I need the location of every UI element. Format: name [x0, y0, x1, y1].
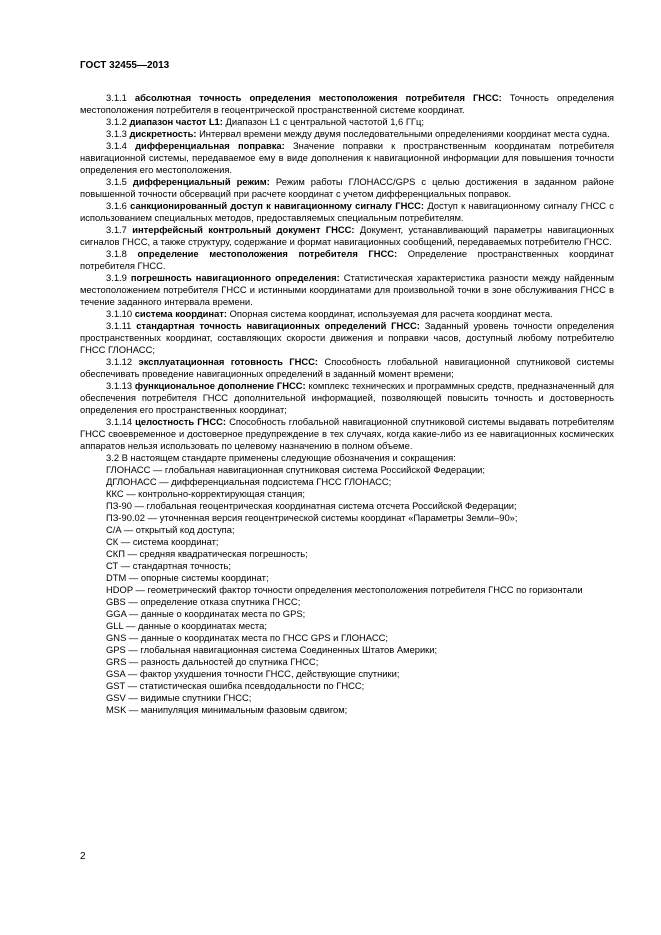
definition-number: 3.1.9 [106, 272, 127, 283]
definition-number: 3.1.11 [106, 320, 132, 331]
definition-number: 3.1.13 [106, 380, 133, 391]
abbreviation-item: ПЗ-90 — глобальная геоцентрическая координатная система отсчета Российской Федерации; [106, 500, 517, 511]
abbreviation-item: HDOP — геометрический фактор точности определения местоположения потребителя ГНСС по горизонтали [106, 584, 583, 595]
definition-text: Доступ к навигационному сигналу ГНСС с использованием специальных методов, предоставляемых специальным потребителям. [80, 200, 614, 223]
definition-number: 3.1.7 [106, 224, 127, 235]
definition-paragraph [80, 248, 614, 272]
abbreviation-item: GPS — глобальная навигационная система Соединенных Штатов Америки; [106, 644, 438, 655]
abbreviation-item: ККС — контрольно-корректирующая станция; [106, 488, 305, 499]
abbreviations-list [80, 464, 614, 716]
definition-number: 3.1.12 [106, 356, 133, 367]
definition-term: целостность ГНСС: [135, 416, 226, 427]
definition-text: Режим работы ГЛОНАСС/GPS с целью достижения в заданном районе повышенной точности обсерваций при расчете координат с учетом дифференциальных поправок. [80, 176, 615, 199]
definition-paragraph [80, 92, 614, 116]
abbreviation-item: GRS — разность дальностей до спутника ГНСС; [106, 656, 319, 667]
definition-paragraph [80, 380, 614, 416]
definition-text: Статистическая характеристика разности между найденным местоположением потребителя ГНСС и истинными координатами для произвольной точки в зоне обслуживания ГНСС в течение заданного интервала времени. [80, 272, 615, 307]
page-number: 2 [80, 851, 86, 862]
definition-paragraph [80, 176, 614, 200]
definition-text: Опорная система координат, используемая для расчета координат места. [229, 308, 553, 319]
definition-text: Документ, устанавливающий параметры навигационных сигналов ГНСС, а также структуру, содержание и формат навигационных сообщений, передаваемых потребителю ГНСС. [80, 224, 614, 247]
abbreviations-intro: 3.2 В настоящем стандарте применены следующие обозначения и сокращения: [106, 452, 456, 463]
abbreviation-item: СК — система координат; [106, 536, 219, 547]
definition-term: определение местоположения потребителя ГНСС: [137, 248, 398, 259]
definition-term: система координат: [134, 308, 228, 319]
abbreviation-item: ПЗ-90.02 — уточненная версия геоцентрической системы координат «Параметры Земли–90»; [106, 512, 518, 523]
abbreviation-item: GLL — данные о координатах места; [106, 620, 267, 631]
definition-term: дифференциальная поправка: [135, 140, 285, 151]
abbreviation-item: GSA — фактор ухудшения точности ГНСС, действующие спутники; [106, 668, 400, 679]
document-body [80, 92, 614, 716]
definition-paragraph [80, 356, 614, 380]
definition-paragraph [80, 224, 614, 248]
definition-term: абсолютная точность определения местоположения потребителя ГНСС: [134, 92, 502, 103]
definition-term: функциональное дополнение ГНСС: [134, 380, 306, 391]
definition-number: 3.1.1 [106, 92, 127, 103]
definition-number: 3.1.5 [106, 176, 127, 187]
abbreviation-item: GST — статистическая ошибка псевдодальности по ГНСС; [106, 680, 365, 691]
definition-term: санкционированный доступ к навигационному сигналу ГНСС: [130, 200, 425, 211]
definition-term: стандартная точность навигационных определений ГНСС: [136, 320, 420, 331]
definition-text: Значение поправки к пространственным координатам потребителя навигационной системы, передаваемое ему в виде дополнения к навигационной информации для повышения точности определения его местоположения. [80, 140, 614, 175]
abbreviation-item: GSV — видимые спутники ГНСС; [106, 692, 252, 703]
abbreviation-item: ГЛОНАСС — глобальная навигационная спутниковая система Российской Федерации; [106, 464, 486, 475]
definition-text: Точность определения местоположения потребителя в геоцентрической пространственной системе координат. [80, 92, 614, 115]
definition-term: эксплуатационная готовность ГНСС: [138, 356, 319, 367]
definition-text: Определение пространственных координат потребителя ГНСС. [80, 248, 614, 271]
definition-paragraph [80, 140, 614, 176]
abbreviation-item: GBS — определение отказа спутника ГНСС; [106, 596, 301, 607]
definition-number: 3.1.10 [106, 308, 133, 319]
definition-text: Заданный уровень точности определения пространственных координат, составляющих скорости движения и поправки часов, доступный любому потребителю ГНСС ГЛОНАСС; [80, 320, 614, 355]
definition-paragraph [80, 416, 614, 452]
definition-paragraph [80, 308, 614, 320]
definition-number: 3.1.4 [106, 140, 127, 151]
definition-term: интерфейсный контрольный документ ГНСС: [132, 224, 355, 235]
definition-text: Способность глобальной навигационной спутниковой системы обеспечивать проведение навигационных определений в заданный момент времени; [80, 356, 614, 379]
definition-paragraph [80, 116, 614, 128]
definition-text: Способность глобальной навигационной спутниковой системы выдавать потребителям ГНСС своевременное и достоверное предупреждение в тех случаях, когда какие-либо из ее навигационных космических аппаратов нельзя использовать по целевому назначению в полном объеме. [80, 416, 615, 451]
definition-text: Диапазон L1 с центральной частотой 1,6 ГГц; [225, 116, 424, 127]
definition-term: дифференциальный режим: [132, 176, 270, 187]
abbreviation-item: MSK — манипуляция минимальным фазовым сдвигом; [106, 704, 348, 715]
abbreviation-item: СКП — средняя квадратическая погрешность; [106, 548, 308, 559]
abbreviation-item: C/A — открытый код доступа; [106, 524, 235, 535]
definition-text: Интервал времени между двумя последовательными определениями координат места судна. [199, 128, 610, 139]
abbreviation-item: GNS — данные о координатах места по ГНСС GPS и ГЛОНАСС; [106, 632, 388, 643]
definition-number: 3.1.3 [106, 128, 127, 139]
document-header: ГОСТ 32455—2013 [80, 60, 170, 71]
definition-term: дискретность: [129, 128, 197, 139]
definition-term: диапазон частот L1: [129, 116, 223, 127]
definition-paragraph [80, 128, 614, 140]
definition-paragraph [80, 320, 614, 356]
definitions-list [80, 92, 614, 452]
definition-term: погрешность навигационного определения: [130, 272, 340, 283]
definition-number: 3.1.8 [106, 248, 127, 259]
definition-text: комплекс технических и программных средств, предназначенный для обеспечения потребителя ГНСС дополнительной информацией, позволяющей повысить точность и достоверность определения его пространственных координат; [80, 380, 614, 415]
abbreviation-item: СТ — стандартная точность; [106, 560, 232, 571]
definition-paragraph [80, 200, 614, 224]
definition-number: 3.1.2 [106, 116, 127, 127]
definition-paragraph [80, 272, 614, 308]
definition-number: 3.1.6 [106, 200, 127, 211]
abbreviation-item: GGA — данные о координатах места по GPS; [106, 608, 306, 619]
abbreviation-item: ДГЛОНАСС — дифференциальная подсистема ГНСС ГЛОНАСС; [106, 476, 392, 487]
abbreviation-item: DTM — опорные системы координат; [106, 572, 269, 583]
definition-number: 3.1.14 [106, 416, 133, 427]
